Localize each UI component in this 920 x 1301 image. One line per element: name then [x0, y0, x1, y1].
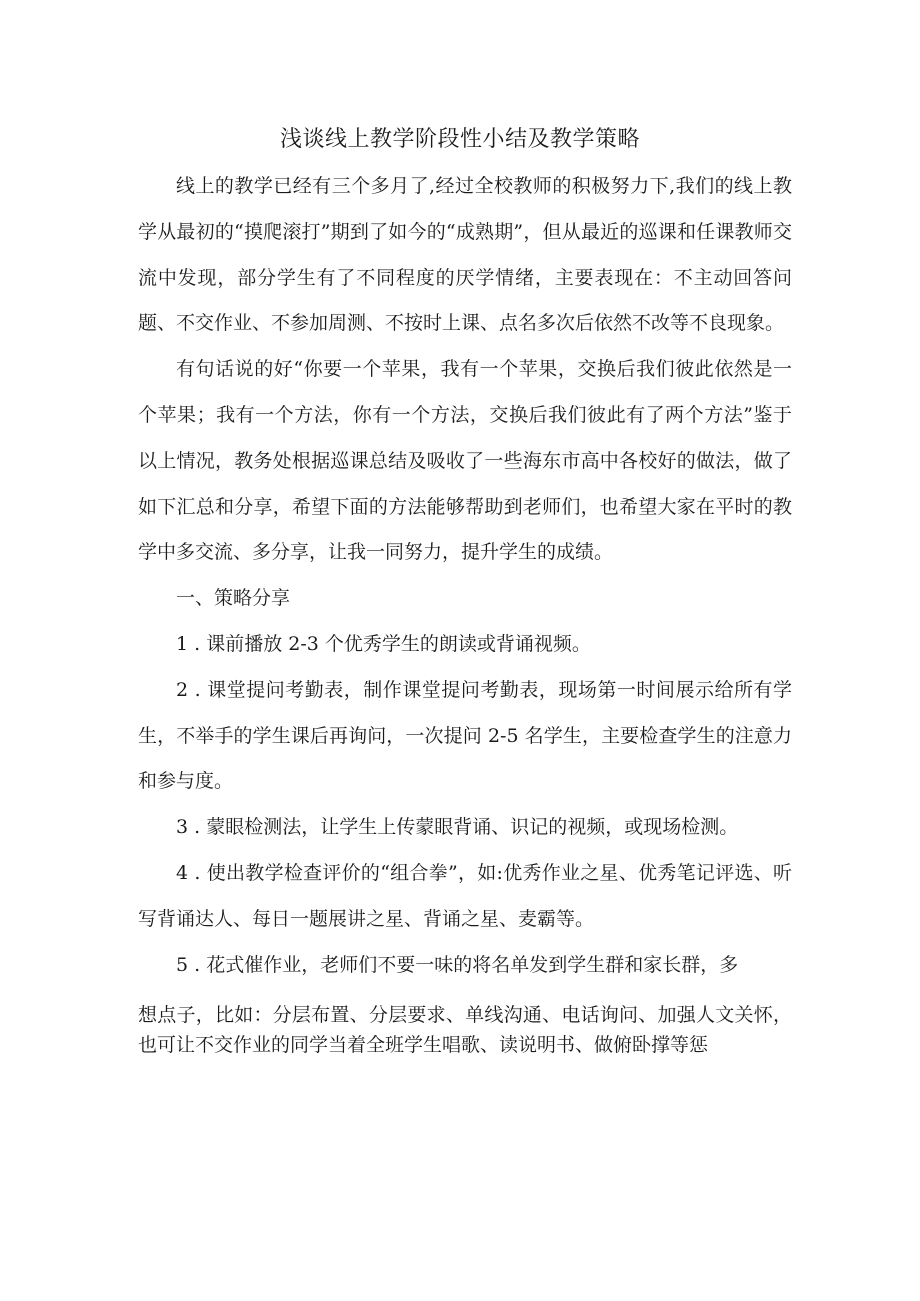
strategy-item-5-continued: 想点子，比如：分层布置、分层要求、单线沟通、电话询问、加强人文关怀，也可让不交作业的同学当着全班学生唱歌、读说明书、做俯卧撑等惩: [138, 1004, 792, 1057]
paragraph-quote: 有句话说的好“你要一个苹果，我有一个苹果，交换后我们彼此依然是一个苹果；我有一个方法，你有一个方法，交换后我们彼此有了两个方法”鉴于以上情况，教务处根据巡课总结及吸收了一些海东市高中各校好的做法，做了如下汇总和分享，希望下面的方法能够帮助到老师们，也希望大家在平时的教学中多交流、多分享，让我一同努力，提升学生的成绩。: [138, 358, 792, 564]
document-title: 浅谈线上教学阶段性小结及教学策略: [279, 127, 640, 152]
document-body: [138, 164, 792, 1060]
paragraph-intro: 线上的教学已经有三个多月了,经过全校教师的积极努力下,我们的线上教学从最初的“摸爬滚打”期到了如今的“成熟期”，但从最近的巡课和任课教师交流中发现，部分学生有了不同程度的厌学情绪，主要表现在：不主动回答问题、不交作业、不参加周测、不按时上课、点名多次后依然不改等不良现象。: [138, 175, 792, 335]
strategy-item-2: 2 . 课堂提问考勤表，制作课堂提问考勤表，现场第一时间展示给所有学生，不举手的学生课后再询问，一次提问 2-5 名学生，主要检查学生的注意力和参与度。: [138, 678, 792, 793]
strategy-item-5: 5 . 花式催作业，老师们不要一味的将名单发到学生群和家长群，多: [176, 953, 739, 976]
strategy-item-1: 1 . 课前播放 2-3 个优秀学生的朗读或背诵视频。: [176, 632, 591, 655]
strategy-item-3: 3 . 蒙眼检测法，让学生上传蒙眼背诵、识记的视频，或现场检测。: [176, 816, 739, 839]
strategy-item-4: 4 . 使出教学检查评价的“组合拳”，如:优秀作业之星、优秀笔记评选、听写背诵达人、每日一题展讲之星、背诵之星、麦霸等。: [138, 861, 792, 930]
section-heading-strategy: 一、策略分享: [176, 587, 291, 610]
